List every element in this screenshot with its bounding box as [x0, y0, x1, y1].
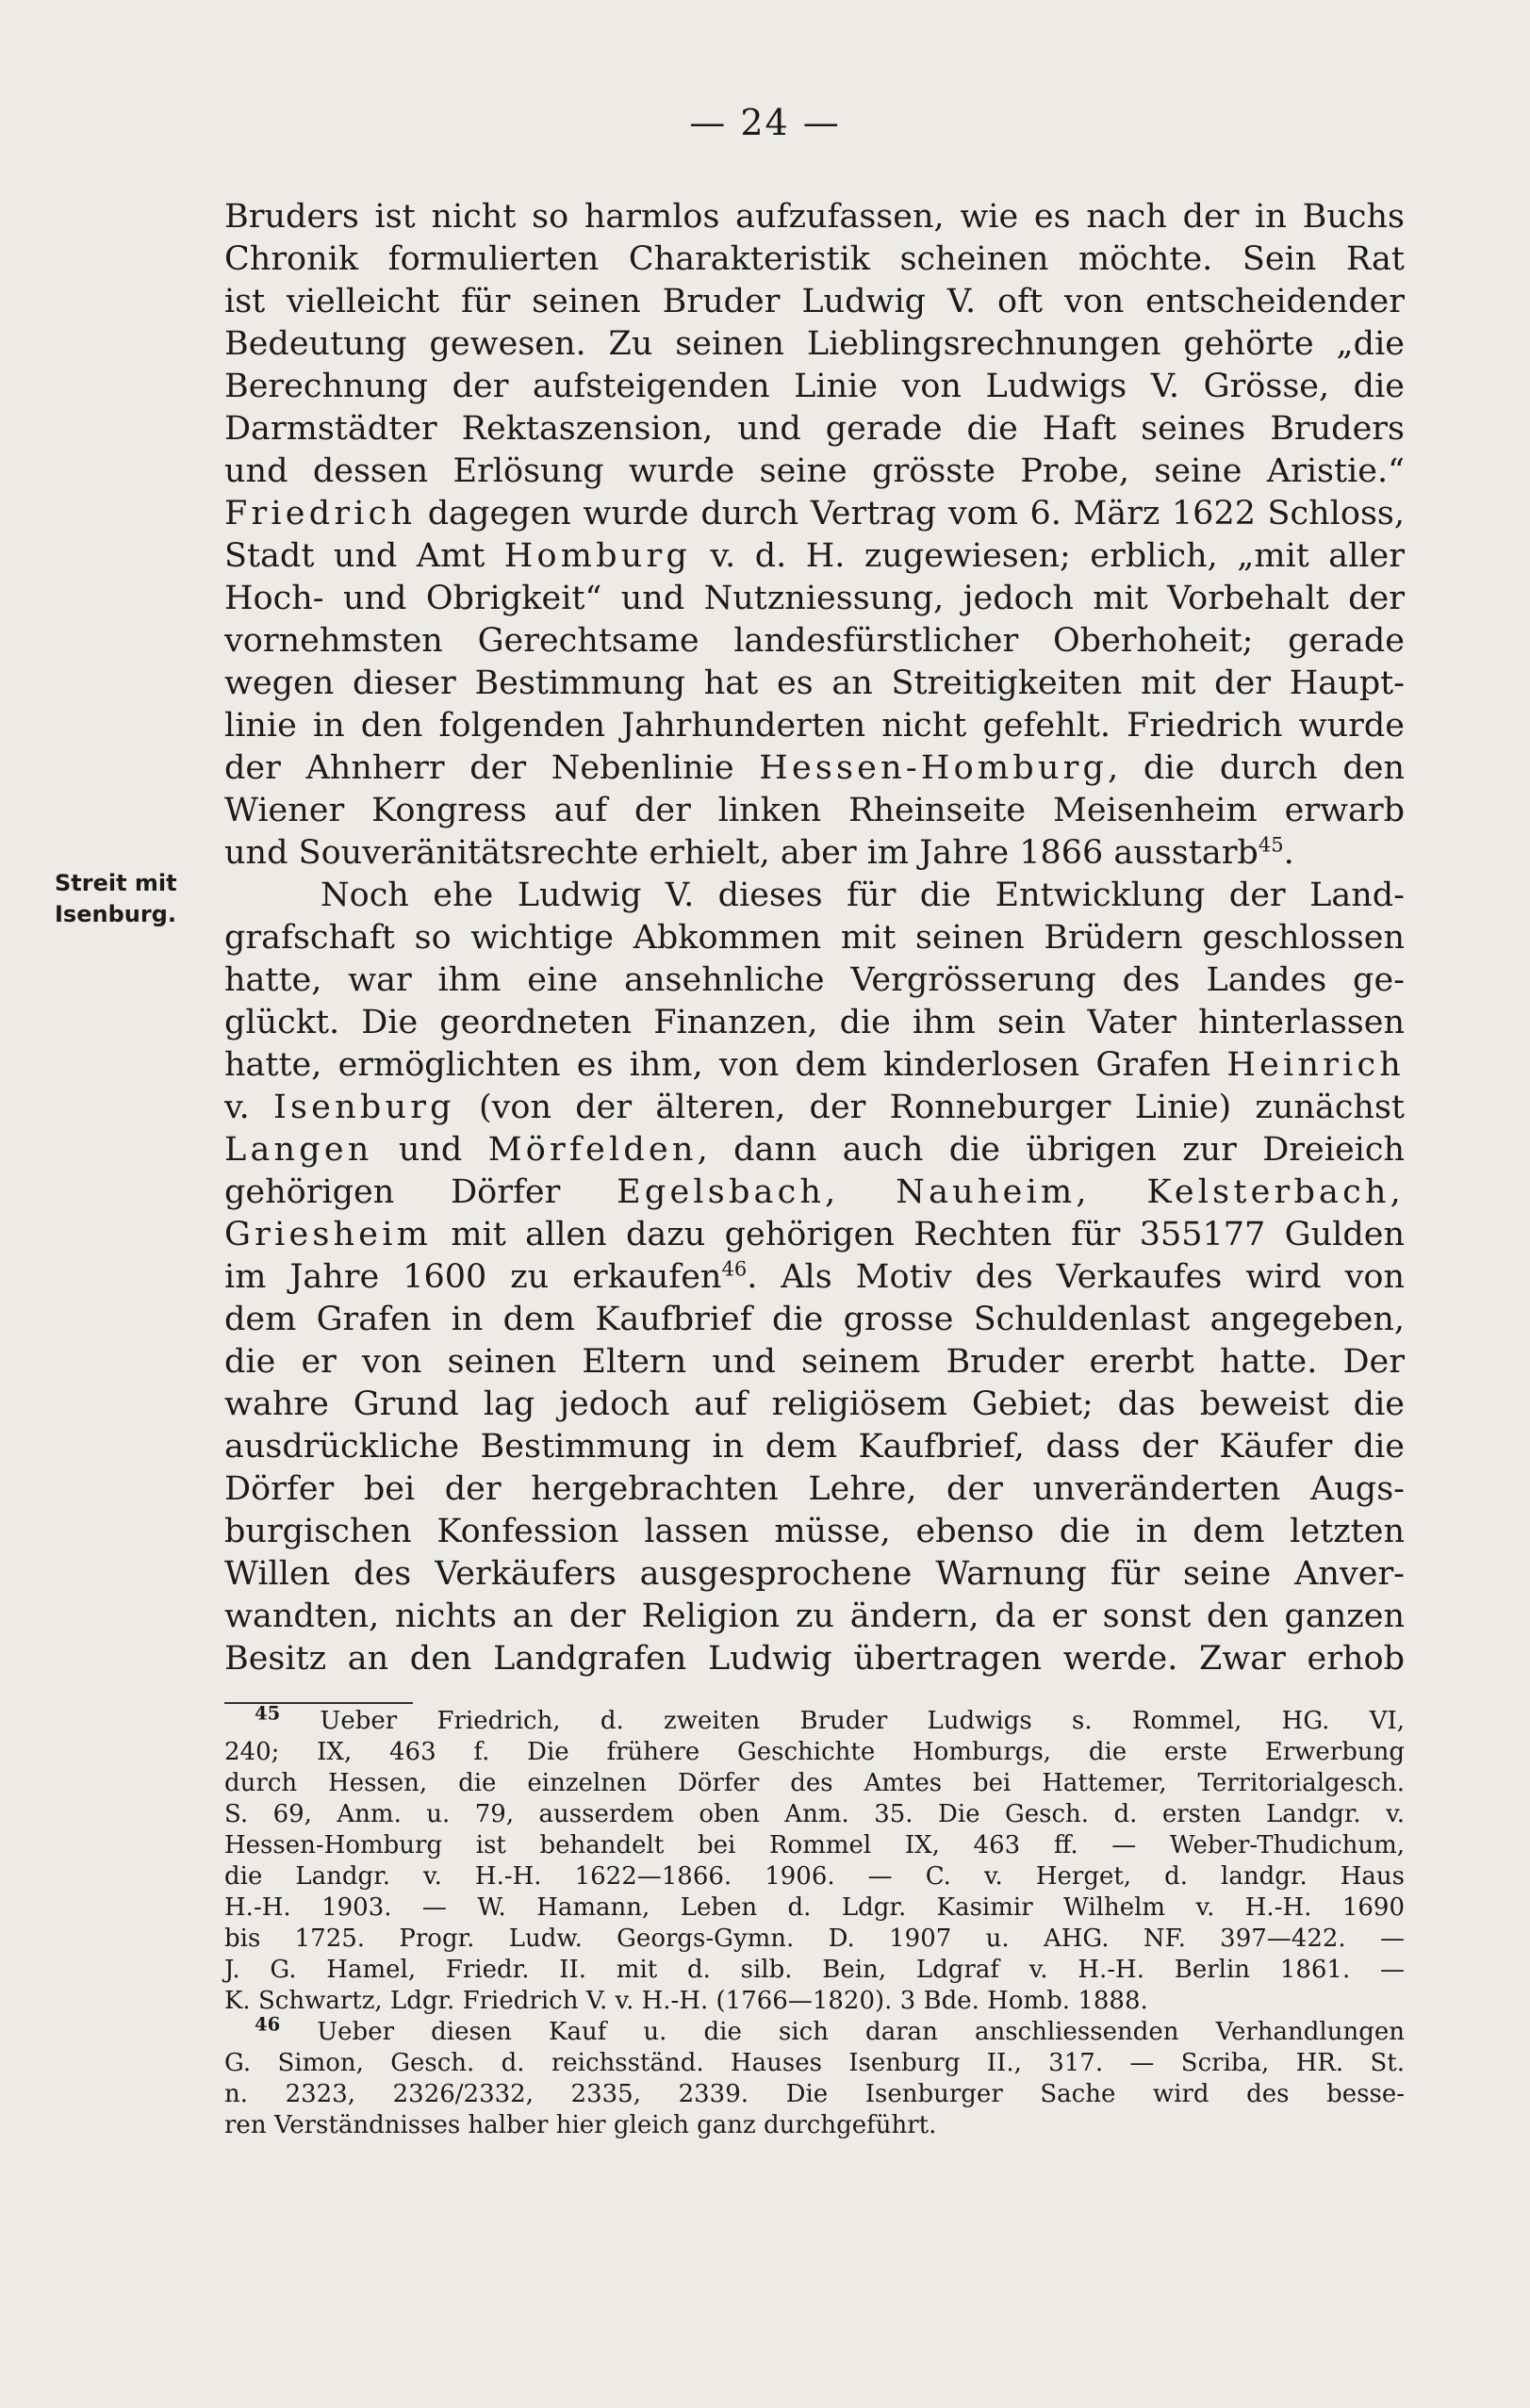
spaced-name: Kelsterbach, [1146, 1173, 1405, 1211]
body-line: wandten, nichts an der Religion zu ändern, da er sonst den ganzen [224, 1597, 1405, 1635]
footnote-line: 240; IX, 463 f. Die frühere Geschichte Homburgs, die erste Erwerbung [224, 1738, 1405, 1766]
footnote-line: bis 1725. Progr. Ludw. Georgs-Gymn. D. 1907 u. AHG. NF. 397—422. — [224, 1925, 1405, 1953]
body-line [224, 831, 1405, 875]
body-line: glückt. Die geordneten Finanzen, die ihm sein Vater hinterlassen [224, 1004, 1405, 1041]
body-line: Besitz an den Landgrafen Ludwig übertragen werde. Zwar erhob [224, 1640, 1405, 1678]
body-line [224, 1255, 1405, 1299]
body-line: Stadt und Amt Homburg v. d. H. zugewiesen; erblich, „mit aller [224, 537, 1405, 575]
footnote-line: ren Verständnisses halber hier gleich ganz durchgeführt. [224, 2111, 937, 2139]
footnote-line: G. Simon, Gesch. d. reichsständ. Hauses Isenburg II., 317. — Scriba, HR. St. [224, 2049, 1405, 2077]
footnote-ref-46: 46 [721, 1257, 748, 1281]
spaced-name: Isenburg [273, 1089, 455, 1126]
body-line: burgischen Konfession lassen müsse, ebenso die in dem letzten [224, 1513, 1405, 1550]
footnote-separator [224, 1702, 413, 1704]
footnote-text: Ueber diesen Kauf u. die sich daran anschliessenden Verhandlungen [317, 2018, 1405, 2046]
footnote-line: Hessen-Homburg ist behandelt bei Rommel IX, 463 ff. — Weber-Thudichum, [224, 1831, 1405, 1859]
body-line: Dörfer bei der hergebrachten Lehre, der unveränderten Augs- [224, 1470, 1405, 1508]
footnote-marker: 46 [255, 2013, 281, 2036]
footnote-line: J. G. Hamel, Friedr. II. mit d. silb. Bein, Ldgraf v. H.-H. Berlin 1861. — [224, 1956, 1405, 1984]
body-line: hatte, war ihm eine ansehnliche Vergrösserung des Landes ge- [224, 961, 1405, 999]
spaced-name: Griesheim [224, 1216, 432, 1253]
footnote-line: K. Schwartz, Ldgr. Friedrich V. v. H.-H. (1766—1820). 3 Bde. Homb. 1888. [224, 1987, 1148, 2015]
spaced-name: Friedrich [224, 495, 417, 532]
body-line-text: im Jahre 1600 zu erkaufen [224, 1258, 722, 1296]
spaced-name: Egelsbach, [617, 1173, 840, 1211]
body-line: Willen des Verkäufers ausgesprochene Warnung für seine Anver- [224, 1555, 1405, 1593]
margin-note-line: Isenburg. [55, 901, 176, 927]
body-line: Berechnung der aufsteigenden Linie von Ludwigs V. Grösse, die [224, 368, 1405, 405]
body-line: dem Grafen in dem Kaufbrief die grosse Schuldenlast angegeben, [224, 1301, 1405, 1338]
body-line-text: . Als Motiv des Verkaufes wird von [747, 1258, 1405, 1296]
footnote-line: die Landgr. v. H.-H. 1622—1866. 1906. — C. v. Herget, d. landgr. Haus [224, 1862, 1405, 1891]
body-line: Langen und Mörfelden, dann auch die übrigen zur Dreieich [224, 1131, 1405, 1169]
spaced-name: Langen [224, 1131, 373, 1169]
spaced-name: Hessen-Homburg [759, 749, 1109, 787]
body-line: Friedrich dagegen wurde durch Vertrag vom 6. März 1622 Schloss, [224, 495, 1405, 532]
spaced-name: Heinrich [1226, 1046, 1405, 1084]
footnote-text: Ueber Friedrich, d. zweiten Bruder Ludwigs s. Rommel, HG. VI, [320, 1707, 1406, 1735]
body-line: ist vielleicht für seinen Bruder Ludwig V. oft von entscheidender [224, 283, 1405, 320]
footnote-line: H.-H. 1903. — W. Hamann, Leben d. Ldgr. Kasimir Wilhelm v. H.-H. 1690 [224, 1893, 1405, 1922]
body-line-text: und Souveränitätsrechte erhielt, aber im Jahre 1866 ausstarb [224, 834, 1259, 872]
body-line: und dessen Erlösung wurde seine grösste Probe, seine Aristie.“ [224, 452, 1405, 490]
footnote-line: durch Hessen, die einzelnen Dörfer des Amtes bei Hattemer, Territorialgesch. [224, 1769, 1405, 1797]
body-line: der Ahnherr der Nebenlinie Hessen-Homburg, die durch den [224, 749, 1405, 787]
body-line: hatte, ermöglichten es ihm, von dem kinderlosen Grafen Heinrich [224, 1046, 1405, 1084]
body-line: Chronik formulierten Charakteristik scheinen möchte. Sein Rat [224, 240, 1405, 278]
body-line [224, 1679, 1405, 1698]
body-line: linie in den folgenden Jahrhunderten nicht gefehlt. Friedrich wurde [224, 707, 1405, 745]
margin-note-line: Streit mit [55, 870, 177, 896]
spaced-name: Homburg [503, 537, 692, 575]
body-line: Bedeutung gewesen. Zu seinen Lieblingsrechnungen gehörte „die [224, 325, 1405, 363]
body-line: Bruders ist nicht so harmlos aufzufassen, wie es nach der in Buchs [224, 198, 1405, 236]
body-line: vornehmsten Gerechtsame landesfürstlicher Oberhoheit; gerade [224, 622, 1405, 660]
body-line: Darmstädter Rektaszension, und gerade die Haft seines Bruders [224, 410, 1405, 448]
body-line: Noch ehe Ludwig V. dieses für die Entwicklung der Land- [321, 876, 1405, 914]
body-line: die er von seinen Eltern und seinem Bruder ererbt hatte. Der [224, 1343, 1405, 1381]
body-line: ausdrückliche Bestimmung in dem Kaufbrief, dass der Käufer die [224, 1428, 1405, 1466]
footnote-ref-45: 45 [1258, 833, 1284, 857]
footnote-line: n. 2323, 2326/2332, 2335, 2339. Die Isenburger Sache wird des besse- [224, 2080, 1405, 2108]
body-line: v. Isenburg (von der älteren, der Ronneburger Linie) zunächst [224, 1089, 1405, 1126]
punctuation: . [1283, 834, 1294, 872]
body-line: grafschaft so wichtige Abkommen mit seinen Brüdern geschlossen [224, 919, 1405, 957]
body-line: Wiener Kongress auf der linken Rheinseite Meisenheim erwarb [224, 792, 1405, 829]
page-number: — 24 — [689, 102, 841, 143]
body-line: wegen dieser Bestimmung hat es an Streitigkeiten mit der Haupt- [224, 664, 1405, 702]
footnote-marker: 45 [255, 1702, 281, 1725]
body-line: wahre Grund lag jedoch auf religiösem Gebiet; das beweist die [224, 1385, 1405, 1423]
footnote-line: S. 69, Anm. u. 79, ausserdem oben Anm. 35. Die Gesch. d. ersten Landgr. v. [224, 1800, 1405, 1828]
body-line: Hoch- und Obrigkeit“ und Nutzniessung, jedoch mit Vorbehalt der [224, 580, 1405, 617]
spaced-name: Nauheim, [896, 1173, 1091, 1211]
spaced-name: Mörfelden [487, 1131, 698, 1169]
body-line: Griesheim mit allen dazu gehörigen Rechten für 355177 Gulden [224, 1216, 1405, 1253]
footnote-line [255, 1702, 1406, 1735]
footnote-line [255, 2013, 1405, 2046]
body-line: gehörigen Dörfer Egelsbach, Nauheim, Kelsterbach, [224, 1173, 1405, 1211]
